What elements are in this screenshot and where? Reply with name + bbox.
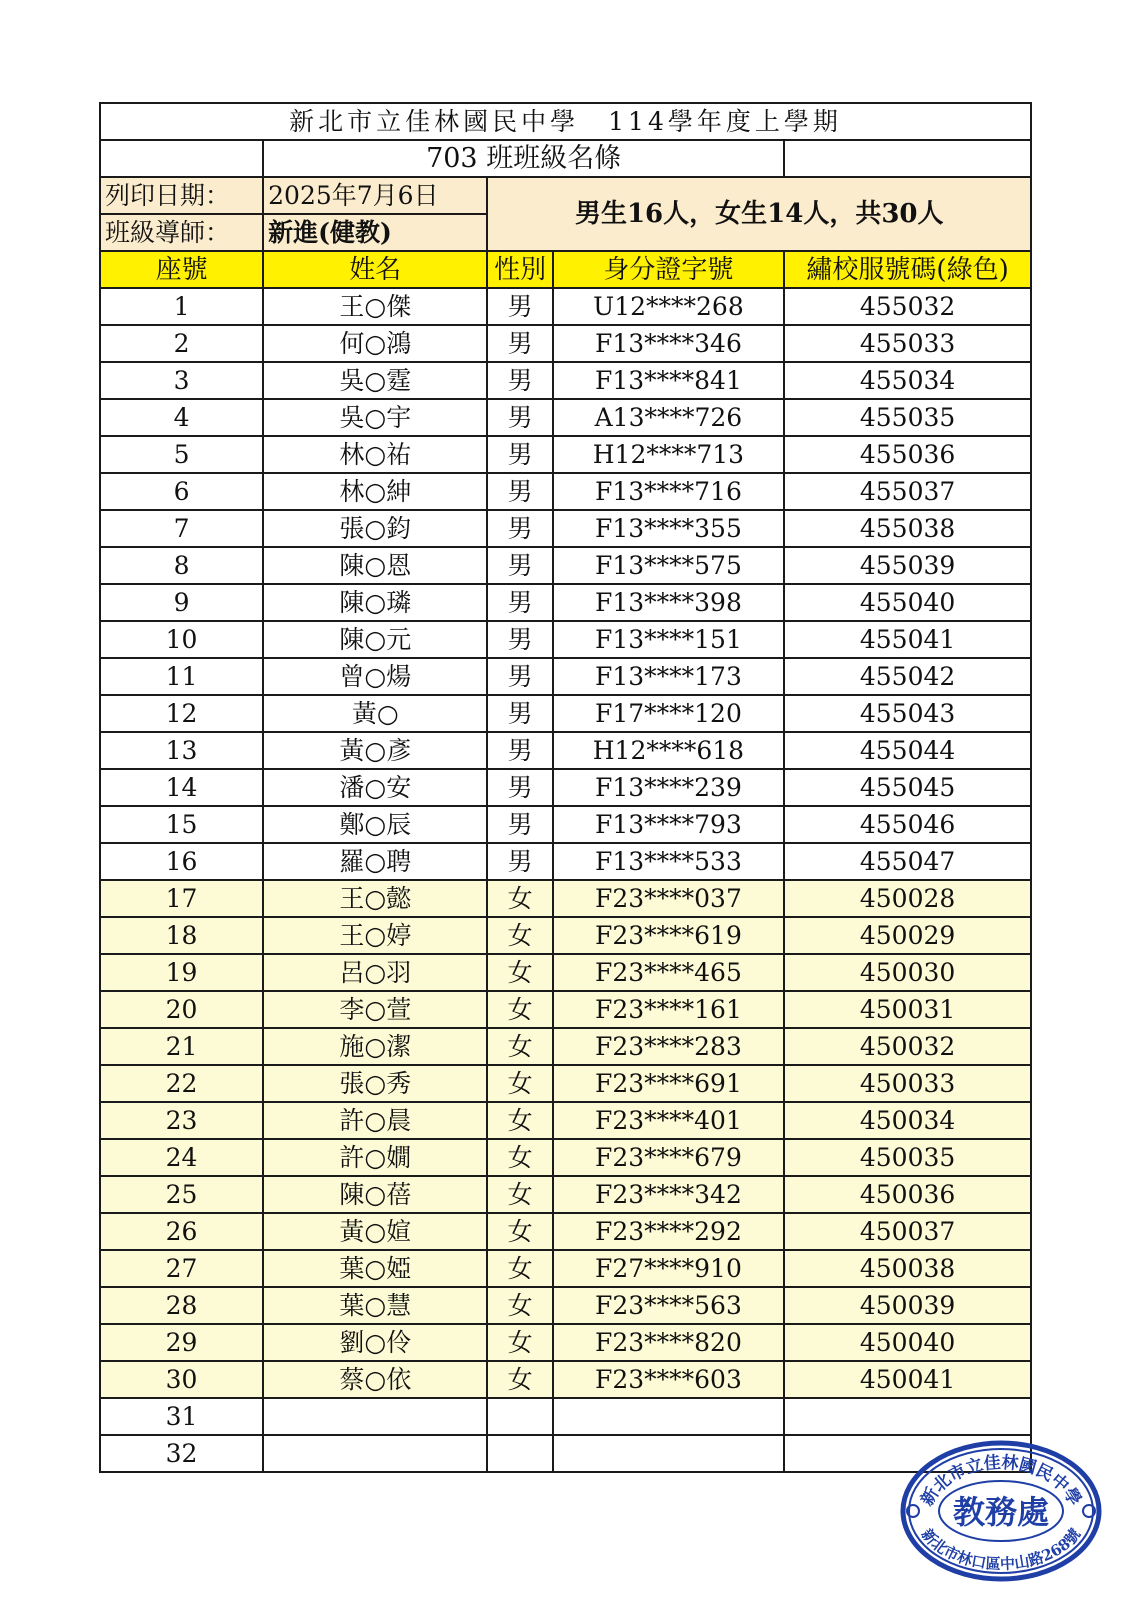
cell-gender: 男 — [487, 325, 552, 362]
blank-cell — [100, 140, 263, 177]
cell-uniform: 450030 — [784, 954, 1031, 991]
cell-name: 潘○安 — [263, 769, 487, 806]
table-row — [100, 954, 1031, 991]
cell-id: F13****793 — [553, 806, 784, 843]
table-row — [100, 473, 1031, 510]
cell-id: A13****726 — [553, 399, 784, 436]
cell-name: 呂○羽 — [263, 954, 487, 991]
cell-seat: 11 — [100, 658, 263, 695]
cell-id: F13****173 — [553, 658, 784, 695]
cell-uniform: 455036 — [784, 436, 1031, 473]
print-date-value: 2025年7月6日 — [263, 177, 487, 214]
cell-gender: 男 — [487, 843, 552, 880]
cell-name: 林○祐 — [263, 436, 487, 473]
table-row — [100, 1065, 1031, 1102]
cell-id: H12****618 — [553, 732, 784, 769]
cell-name: 張○秀 — [263, 1065, 487, 1102]
cell-id: F23****292 — [553, 1213, 784, 1250]
cell-gender: 女 — [487, 1213, 552, 1250]
cell-id: F23****465 — [553, 954, 784, 991]
cell-gender: 女 — [487, 1139, 552, 1176]
cell-id: F13****239 — [553, 769, 784, 806]
teacher-value: 新進(健教) — [263, 214, 487, 251]
cell-seat: 5 — [100, 436, 263, 473]
cell-name: 何○鴻 — [263, 325, 487, 362]
teacher-label: 班級導師： — [100, 214, 263, 251]
cell-name: 葉○慧 — [263, 1287, 487, 1324]
table-row — [100, 1361, 1031, 1398]
table-row — [100, 695, 1031, 732]
cell-gender: 男 — [487, 399, 552, 436]
cell-gender: 女 — [487, 1287, 552, 1324]
cell-id: F23****342 — [553, 1176, 784, 1213]
cell-uniform: 455038 — [784, 510, 1031, 547]
cell-gender: 男 — [487, 473, 552, 510]
cell-id: F23****820 — [553, 1324, 784, 1361]
cell-name: 吳○霆 — [263, 362, 487, 399]
cell-uniform: 455037 — [784, 473, 1031, 510]
cell-uniform: 450037 — [784, 1213, 1031, 1250]
cell-name: 張○鈞 — [263, 510, 487, 547]
cell-gender: 女 — [487, 1361, 552, 1398]
cell-seat: 23 — [100, 1102, 263, 1139]
cell-uniform: 450033 — [784, 1065, 1031, 1102]
cell-id: F23****679 — [553, 1139, 784, 1176]
header-name: 姓名 — [263, 251, 487, 288]
cell-name: 陳○蓓 — [263, 1176, 487, 1213]
cell-gender: 女 — [487, 1102, 552, 1139]
cell-uniform: 455034 — [784, 362, 1031, 399]
cell-uniform: 455043 — [784, 695, 1031, 732]
cell-uniform: 450036 — [784, 1176, 1031, 1213]
seal-center-text: 教務處 — [952, 1493, 1050, 1531]
table-row — [100, 991, 1031, 1028]
cell-seat: 10 — [100, 621, 263, 658]
cell-seat: 26 — [100, 1213, 263, 1250]
cell-gender: 男 — [487, 769, 552, 806]
cell-uniform: 455046 — [784, 806, 1031, 843]
table-row — [100, 510, 1031, 547]
cell-seat: 28 — [100, 1287, 263, 1324]
cell-gender: 女 — [487, 1028, 552, 1065]
cell-uniform: 450035 — [784, 1139, 1031, 1176]
cell-gender: 女 — [487, 1176, 552, 1213]
table-row — [100, 1287, 1031, 1324]
cell-id: F17****120 — [553, 695, 784, 732]
header-gender: 性別 — [487, 251, 552, 288]
cell-gender: 男 — [487, 510, 552, 547]
cell-uniform: 455047 — [784, 843, 1031, 880]
cell-uniform: 450038 — [784, 1250, 1031, 1287]
cell-seat: 24 — [100, 1139, 263, 1176]
cell-seat: 8 — [100, 547, 263, 584]
cell-seat: 2 — [100, 325, 263, 362]
table-row — [100, 1213, 1031, 1250]
cell-name: 葉○婭 — [263, 1250, 487, 1287]
cell-uniform: 450034 — [784, 1102, 1031, 1139]
table-row — [100, 917, 1031, 954]
cell-id: F23****161 — [553, 991, 784, 1028]
cell-seat: 31 — [100, 1398, 263, 1435]
cell-seat: 3 — [100, 362, 263, 399]
cell-seat: 25 — [100, 1176, 263, 1213]
cell-name: 施○潔 — [263, 1028, 487, 1065]
cell-gender — [487, 1435, 552, 1472]
cell-name: 曾○煬 — [263, 658, 487, 695]
cell-gender: 男 — [487, 658, 552, 695]
cell-seat: 16 — [100, 843, 263, 880]
cell-gender: 女 — [487, 1065, 552, 1102]
header-seat: 座號 — [100, 251, 263, 288]
cell-seat: 20 — [100, 991, 263, 1028]
cell-seat: 27 — [100, 1250, 263, 1287]
gender-summary: 男生16人，女生14人，共30人 — [487, 177, 1031, 251]
cell-name: 王○婷 — [263, 917, 487, 954]
cell-name: 陳○元 — [263, 621, 487, 658]
table-row — [100, 658, 1031, 695]
cell-seat: 22 — [100, 1065, 263, 1102]
blank-cell — [784, 140, 1031, 177]
cell-seat: 15 — [100, 806, 263, 843]
seal-bottom-text: 新北市林口區中山路268號 — [917, 1525, 1085, 1574]
cell-uniform: 450032 — [784, 1028, 1031, 1065]
cell-name: 許○嫺 — [263, 1139, 487, 1176]
cell-id: F23****283 — [553, 1028, 784, 1065]
cell-uniform: 455033 — [784, 325, 1031, 362]
cell-name — [263, 1398, 487, 1435]
cell-id: U12****268 — [553, 288, 784, 325]
cell-gender: 男 — [487, 436, 552, 473]
table-row — [100, 288, 1031, 325]
print-date-label: 列印日期： — [100, 177, 263, 214]
cell-name: 李○萱 — [263, 991, 487, 1028]
cell-id: F13****716 — [553, 473, 784, 510]
table-row — [100, 769, 1031, 806]
cell-id: F23****603 — [553, 1361, 784, 1398]
cell-uniform — [784, 1398, 1031, 1435]
cell-seat: 4 — [100, 399, 263, 436]
table-row — [100, 1435, 1031, 1472]
cell-gender: 女 — [487, 1250, 552, 1287]
cell-gender: 男 — [487, 806, 552, 843]
cell-seat: 12 — [100, 695, 263, 732]
cell-name: 陳○璘 — [263, 584, 487, 621]
table-row — [100, 1139, 1031, 1176]
cell-uniform: 450041 — [784, 1361, 1031, 1398]
table-row — [100, 843, 1031, 880]
cell-gender — [487, 1398, 552, 1435]
cell-name: 鄭○辰 — [263, 806, 487, 843]
cell-gender: 女 — [487, 1324, 552, 1361]
table-row — [100, 806, 1031, 843]
cell-gender: 男 — [487, 732, 552, 769]
cell-uniform: 455040 — [784, 584, 1031, 621]
cell-id: H12****713 — [553, 436, 784, 473]
cell-id: F27****910 — [553, 1250, 784, 1287]
cell-id: F13****841 — [553, 362, 784, 399]
cell-seat: 18 — [100, 917, 263, 954]
cell-uniform: 450040 — [784, 1324, 1031, 1361]
cell-gender: 男 — [487, 584, 552, 621]
cell-uniform: 450028 — [784, 880, 1031, 917]
cell-uniform: 450031 — [784, 991, 1031, 1028]
cell-gender: 男 — [487, 695, 552, 732]
cell-seat: 14 — [100, 769, 263, 806]
cell-seat: 32 — [100, 1435, 263, 1472]
cell-seat: 30 — [100, 1361, 263, 1398]
cell-id: F13****575 — [553, 547, 784, 584]
cell-gender: 女 — [487, 880, 552, 917]
cell-name: 黃○ — [263, 695, 487, 732]
table-row — [100, 621, 1031, 658]
cell-seat: 29 — [100, 1324, 263, 1361]
cell-name: 蔡○依 — [263, 1361, 487, 1398]
cell-id: F23****563 — [553, 1287, 784, 1324]
cell-uniform: 455042 — [784, 658, 1031, 695]
cell-id: F13****398 — [553, 584, 784, 621]
cell-seat: 13 — [100, 732, 263, 769]
table-row — [100, 325, 1031, 362]
cell-id — [553, 1435, 784, 1472]
table-row — [100, 436, 1031, 473]
cell-uniform: 455035 — [784, 399, 1031, 436]
cell-name: 陳○恩 — [263, 547, 487, 584]
cell-gender: 男 — [487, 547, 552, 584]
school-title: 新北市立佳林國民中學 114學年度上學期 — [100, 103, 1031, 140]
cell-seat: 7 — [100, 510, 263, 547]
cell-seat: 6 — [100, 473, 263, 510]
table-row — [100, 1398, 1031, 1435]
table-row — [100, 1028, 1031, 1065]
cell-name: 王○懿 — [263, 880, 487, 917]
school-seal-stamp — [896, 1433, 1106, 1583]
cell-seat: 17 — [100, 880, 263, 917]
table-row — [100, 399, 1031, 436]
class-roster-table — [99, 102, 1032, 1473]
cell-seat: 21 — [100, 1028, 263, 1065]
cell-id: F23****401 — [553, 1102, 784, 1139]
table-row — [100, 547, 1031, 584]
cell-gender: 女 — [487, 917, 552, 954]
cell-uniform: 455044 — [784, 732, 1031, 769]
cell-id: F23****619 — [553, 917, 784, 954]
table-row — [100, 1176, 1031, 1213]
cell-uniform: 450039 — [784, 1287, 1031, 1324]
table-row — [100, 1102, 1031, 1139]
cell-uniform: 455039 — [784, 547, 1031, 584]
cell-name: 吳○宇 — [263, 399, 487, 436]
cell-gender: 男 — [487, 288, 552, 325]
cell-name: 林○紳 — [263, 473, 487, 510]
table-row — [100, 880, 1031, 917]
header-id: 身分證字號 — [553, 251, 784, 288]
cell-id: F13****346 — [553, 325, 784, 362]
cell-id — [553, 1398, 784, 1435]
table-row — [100, 362, 1031, 399]
cell-gender: 女 — [487, 954, 552, 991]
cell-uniform: 450029 — [784, 917, 1031, 954]
cell-seat: 1 — [100, 288, 263, 325]
cell-name: 王○傑 — [263, 288, 487, 325]
header-uniform: 繡校服號碼(綠色) — [784, 251, 1031, 288]
cell-name: 黃○彥 — [263, 732, 487, 769]
cell-name: 黃○媗 — [263, 1213, 487, 1250]
cell-name — [263, 1435, 487, 1472]
cell-id: F23****037 — [553, 880, 784, 917]
cell-id: F13****151 — [553, 621, 784, 658]
cell-seat: 9 — [100, 584, 263, 621]
table-row — [100, 584, 1031, 621]
cell-seat: 19 — [100, 954, 263, 991]
seal-top-text: 新北市立佳林國民中學 — [917, 1452, 1085, 1510]
cell-name: 劉○伶 — [263, 1324, 487, 1361]
cell-gender: 男 — [487, 621, 552, 658]
cell-gender: 男 — [487, 362, 552, 399]
cell-uniform: 455032 — [784, 288, 1031, 325]
cell-uniform: 455041 — [784, 621, 1031, 658]
table-row — [100, 1250, 1031, 1287]
cell-uniform: 455045 — [784, 769, 1031, 806]
cell-id: F23****691 — [553, 1065, 784, 1102]
table-row — [100, 732, 1031, 769]
cell-name: 許○晨 — [263, 1102, 487, 1139]
cell-gender: 女 — [487, 991, 552, 1028]
cell-name: 羅○聘 — [263, 843, 487, 880]
table-row — [100, 1324, 1031, 1361]
class-title: 703 班班級名條 — [263, 140, 784, 177]
cell-id: F13****355 — [553, 510, 784, 547]
cell-id: F13****533 — [553, 843, 784, 880]
